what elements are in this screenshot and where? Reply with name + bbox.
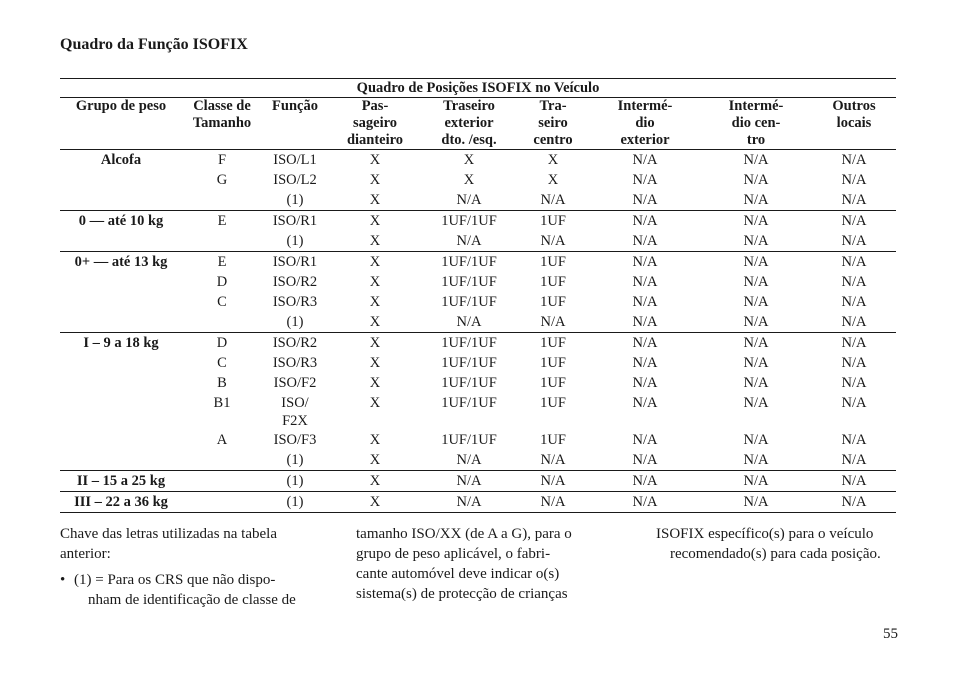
cell-intermediate-center: N/A: [743, 274, 769, 290]
column-header: Outros locais: [812, 98, 896, 150]
table-row: [60, 190, 896, 211]
note-line: cante automóvel deve indicar o(s): [356, 566, 560, 582]
cell-function: ISO/R1: [272, 213, 318, 229]
cell-weight-group: [60, 190, 182, 211]
cell-front-passenger: X: [328, 492, 422, 513]
cell-weight-group: [60, 450, 182, 471]
cell-other: N/A: [841, 152, 867, 168]
table-row: [60, 231, 896, 252]
cell-front-passenger: X: [369, 274, 381, 290]
cell-weight-group: [60, 312, 182, 333]
cell-weight-group: [60, 170, 182, 190]
column-header: Pas- sageiro dianteiro: [328, 98, 422, 150]
cell-intermediate-outboard: N/A: [632, 335, 658, 351]
cell-intermediate-center: N/A: [743, 375, 769, 391]
cell-other: N/A: [841, 274, 867, 290]
cell-intermediate-center: N/A: [743, 335, 769, 351]
cell-other: N/A: [841, 375, 867, 391]
cell-intermediate-center: N/A: [743, 355, 769, 371]
notes-column-1: [60, 524, 322, 610]
cell-rear-center: 1UF: [540, 355, 566, 371]
cell-rear-center: N/A: [516, 471, 590, 492]
cell-front-passenger: X: [328, 450, 422, 471]
table-row: [60, 373, 896, 393]
table-row: [60, 492, 896, 513]
cell-size-class: C: [217, 355, 227, 371]
cell-size-class: E: [217, 213, 227, 229]
cell-size-class: G: [216, 172, 228, 188]
cell-rear-center: N/A: [516, 312, 590, 333]
cell-front-passenger: X: [369, 375, 381, 391]
cell-intermediate-outboard: N/A: [590, 450, 700, 471]
cell-size-class: [182, 471, 262, 492]
table-row: [60, 450, 896, 471]
note-text: [74, 570, 296, 610]
cell-function: ISO/L1: [273, 152, 317, 168]
cell-rear-outboard: 1UF/1UF: [441, 375, 497, 391]
cell-function: (1): [262, 312, 328, 333]
cell-other: N/A: [841, 172, 867, 188]
cell-rear-outboard: 1UF/1UF: [441, 213, 497, 229]
table-row: [60, 170, 896, 190]
cell-rear-outboard: N/A: [422, 231, 516, 252]
cell-function: ISO/R2: [272, 335, 318, 351]
cell-function: (1): [262, 471, 328, 492]
cell-other: N/A: [812, 492, 896, 513]
cell-function: ISO/ F2X: [281, 395, 309, 429]
cell-other: N/A: [841, 254, 867, 270]
cell-other: N/A: [812, 471, 896, 492]
cell-rear-center: N/A: [516, 450, 590, 471]
cell-intermediate-outboard: N/A: [632, 375, 658, 391]
cell-weight-group: [60, 353, 182, 373]
cell-rear-center: 1UF: [540, 254, 566, 270]
cell-function: (1): [262, 450, 328, 471]
cell-weight-group: II – 15 a 25 kg: [60, 471, 182, 492]
cell-intermediate-outboard: N/A: [632, 213, 658, 229]
cell-function: ISO/L2: [273, 172, 317, 188]
cell-front-passenger: X: [328, 231, 422, 252]
note-line: ISOFIX específico(s) para o veículo: [656, 526, 874, 542]
cell-rear-outboard: 1UF/1UF: [441, 432, 497, 448]
column-header: Função: [262, 98, 328, 150]
cell-rear-outboard: 1UF/1UF: [441, 254, 497, 270]
cell-rear-center: 1UF: [540, 432, 566, 448]
cell-intermediate-outboard: N/A: [590, 471, 700, 492]
cell-size-class: E: [217, 254, 227, 270]
cell-rear-outboard: N/A: [422, 450, 516, 471]
cell-rear-center: 1UF: [540, 375, 566, 391]
cell-rear-center: 1UF: [540, 213, 566, 229]
cell-front-passenger: X: [369, 213, 381, 229]
cell-intermediate-outboard: N/A: [590, 492, 700, 513]
table-row: [60, 430, 896, 450]
column-header: Intermé- dio exterior: [590, 98, 700, 150]
table-row: [60, 150, 896, 171]
cell-front-passenger: X: [328, 312, 422, 333]
cell-function: ISO/F2: [273, 375, 317, 391]
cell-front-passenger: X: [369, 355, 381, 371]
column-header: Intermé- dio cen- tro: [700, 98, 812, 150]
cell-weight-group: III – 22 a 36 kg: [60, 492, 182, 513]
column-header: Classe de Tamanho: [182, 98, 262, 150]
cell-function: (1): [262, 190, 328, 211]
cell-size-class: [182, 312, 262, 333]
cell-function: ISO/R1: [272, 254, 318, 270]
table-row: [60, 292, 896, 312]
cell-intermediate-outboard: N/A: [632, 254, 658, 270]
cell-weight-group: 0+ — até 13 kg: [74, 254, 168, 270]
cell-size-class: B: [217, 375, 227, 391]
cell-rear-outboard: N/A: [422, 471, 516, 492]
cell-intermediate-center: N/A: [743, 213, 769, 229]
table-row: [60, 252, 896, 273]
cell-intermediate-center: N/A: [743, 254, 769, 270]
cell-other: N/A: [841, 213, 867, 229]
cell-front-passenger: X: [369, 152, 381, 168]
cell-intermediate-center: N/A: [700, 492, 812, 513]
note-line: nham de identificação de classe de: [88, 592, 296, 608]
cell-function: ISO/R3: [272, 294, 318, 310]
cell-intermediate-center: N/A: [743, 395, 769, 411]
cell-rear-center: N/A: [516, 231, 590, 252]
note-bullet-item: [60, 570, 322, 610]
cell-rear-outboard: X: [463, 152, 475, 168]
cell-size-class: C: [217, 294, 227, 310]
cell-size-class: D: [216, 274, 228, 290]
cell-other: N/A: [812, 312, 896, 333]
cell-size-class: [182, 450, 262, 471]
table-row: [60, 312, 896, 333]
cell-rear-center: 1UF: [540, 294, 566, 310]
cell-intermediate-center: N/A: [743, 172, 769, 188]
cell-weight-group: Alcofa: [100, 152, 142, 168]
note-line: recomendado(s) para cada posição.: [670, 546, 881, 562]
cell-front-passenger: X: [369, 335, 381, 351]
cell-weight-group: [60, 272, 182, 292]
cell-rear-outboard: N/A: [422, 190, 516, 211]
cell-other: N/A: [812, 450, 896, 471]
cell-intermediate-outboard: N/A: [632, 152, 658, 168]
cell-size-class: A: [216, 432, 228, 448]
cell-weight-group: [60, 373, 182, 393]
cell-function: ISO/F3: [273, 432, 317, 448]
cell-function: (1): [262, 231, 328, 252]
table-row: [60, 272, 896, 292]
cell-rear-outboard: 1UF/1UF: [441, 395, 497, 411]
cell-rear-center: N/A: [516, 190, 590, 211]
cell-rear-center: X: [547, 152, 559, 168]
cell-front-passenger: X: [369, 395, 381, 411]
cell-other: N/A: [841, 432, 867, 448]
page-title: Quadro da Função ISOFIX: [60, 36, 248, 53]
page-number: 55: [883, 626, 898, 642]
cell-rear-outboard: 1UF/1UF: [441, 335, 497, 351]
cell-intermediate-center: N/A: [700, 471, 812, 492]
cell-size-class: B1: [213, 395, 231, 411]
cell-function: (1): [262, 492, 328, 513]
cell-rear-center: 1UF: [540, 395, 566, 411]
notes-column-3: [656, 524, 898, 564]
cell-intermediate-center: N/A: [743, 152, 769, 168]
table-row: [60, 333, 896, 354]
cell-intermediate-outboard: N/A: [632, 395, 658, 411]
cell-intermediate-outboard: N/A: [632, 355, 658, 371]
cell-front-passenger: X: [369, 254, 381, 270]
cell-front-passenger: X: [369, 432, 381, 448]
table-row: [60, 211, 896, 232]
cell-intermediate-outboard: N/A: [632, 432, 658, 448]
cell-intermediate-center: N/A: [700, 312, 812, 333]
cell-front-passenger: X: [328, 471, 422, 492]
cell-rear-center: X: [547, 172, 559, 188]
cell-intermediate-outboard: N/A: [632, 172, 658, 188]
cell-front-passenger: X: [369, 294, 381, 310]
cell-intermediate-outboard: N/A: [590, 231, 700, 252]
cell-rear-center: 1UF: [540, 335, 566, 351]
cell-other: N/A: [812, 190, 896, 211]
note-line: tamanho ISO/XX (de A a G), para o: [356, 526, 572, 542]
cell-weight-group: [60, 393, 182, 430]
cell-front-passenger: X: [328, 190, 422, 211]
cell-weight-group: [60, 292, 182, 312]
cell-other: N/A: [812, 231, 896, 252]
cell-rear-outboard: 1UF/1UF: [441, 294, 497, 310]
cell-other: N/A: [841, 355, 867, 371]
cell-intermediate-center: N/A: [700, 450, 812, 471]
cell-rear-center: 1UF: [540, 274, 566, 290]
cell-weight-group: 0 — até 10 kg: [78, 213, 164, 229]
cell-intermediate-outboard: N/A: [632, 294, 658, 310]
notes-intro: Chave das letras utilizadas na tabela anterior:: [60, 526, 277, 562]
column-header: Grupo de peso: [60, 98, 182, 150]
cell-weight-group: I – 9 a 18 kg: [83, 335, 159, 351]
cell-rear-outboard: N/A: [422, 492, 516, 513]
cell-size-class: [182, 190, 262, 211]
cell-weight-group: [60, 430, 182, 450]
cell-size-class: [182, 492, 262, 513]
column-header: Tra- seiro centro: [516, 98, 590, 150]
cell-intermediate-outboard: N/A: [590, 312, 700, 333]
table-caption: Quadro de Posições ISOFIX no Veículo: [60, 79, 896, 98]
cell-intermediate-outboard: N/A: [632, 274, 658, 290]
cell-size-class: F: [217, 152, 227, 168]
cell-rear-outboard: X: [463, 172, 475, 188]
cell-size-class: D: [216, 335, 228, 351]
note-line: grupo de peso aplicável, o fabri-: [356, 546, 551, 562]
cell-other: N/A: [841, 335, 867, 351]
cell-intermediate-outboard: N/A: [590, 190, 700, 211]
cell-intermediate-center: N/A: [743, 432, 769, 448]
cell-intermediate-center: N/A: [743, 294, 769, 310]
cell-rear-outboard: 1UF/1UF: [441, 355, 497, 371]
cell-other: N/A: [841, 294, 867, 310]
cell-function: ISO/R3: [272, 355, 318, 371]
note-line: (1) = Para os CRS que não dispo-: [74, 572, 276, 588]
notes-column-2: [356, 524, 610, 604]
note-line: sistema(s) de protecção de crianças: [356, 586, 568, 602]
table-row: [60, 471, 896, 492]
cell-rear-center: N/A: [516, 492, 590, 513]
cell-rear-outboard: 1UF/1UF: [441, 274, 497, 290]
cell-other: N/A: [841, 395, 867, 411]
table-row: [60, 393, 896, 430]
cell-function: ISO/R2: [272, 274, 318, 290]
table-row: [60, 353, 896, 373]
isofix-positions-table: [60, 78, 896, 513]
cell-intermediate-center: N/A: [700, 190, 812, 211]
cell-intermediate-center: N/A: [700, 231, 812, 252]
cell-rear-outboard: N/A: [422, 312, 516, 333]
cell-weight-group: [60, 231, 182, 252]
column-header: Traseiro exterior dto. /esq.: [422, 98, 516, 150]
cell-front-passenger: X: [369, 172, 381, 188]
cell-size-class: [182, 231, 262, 252]
bullet-icon: •: [60, 572, 66, 588]
